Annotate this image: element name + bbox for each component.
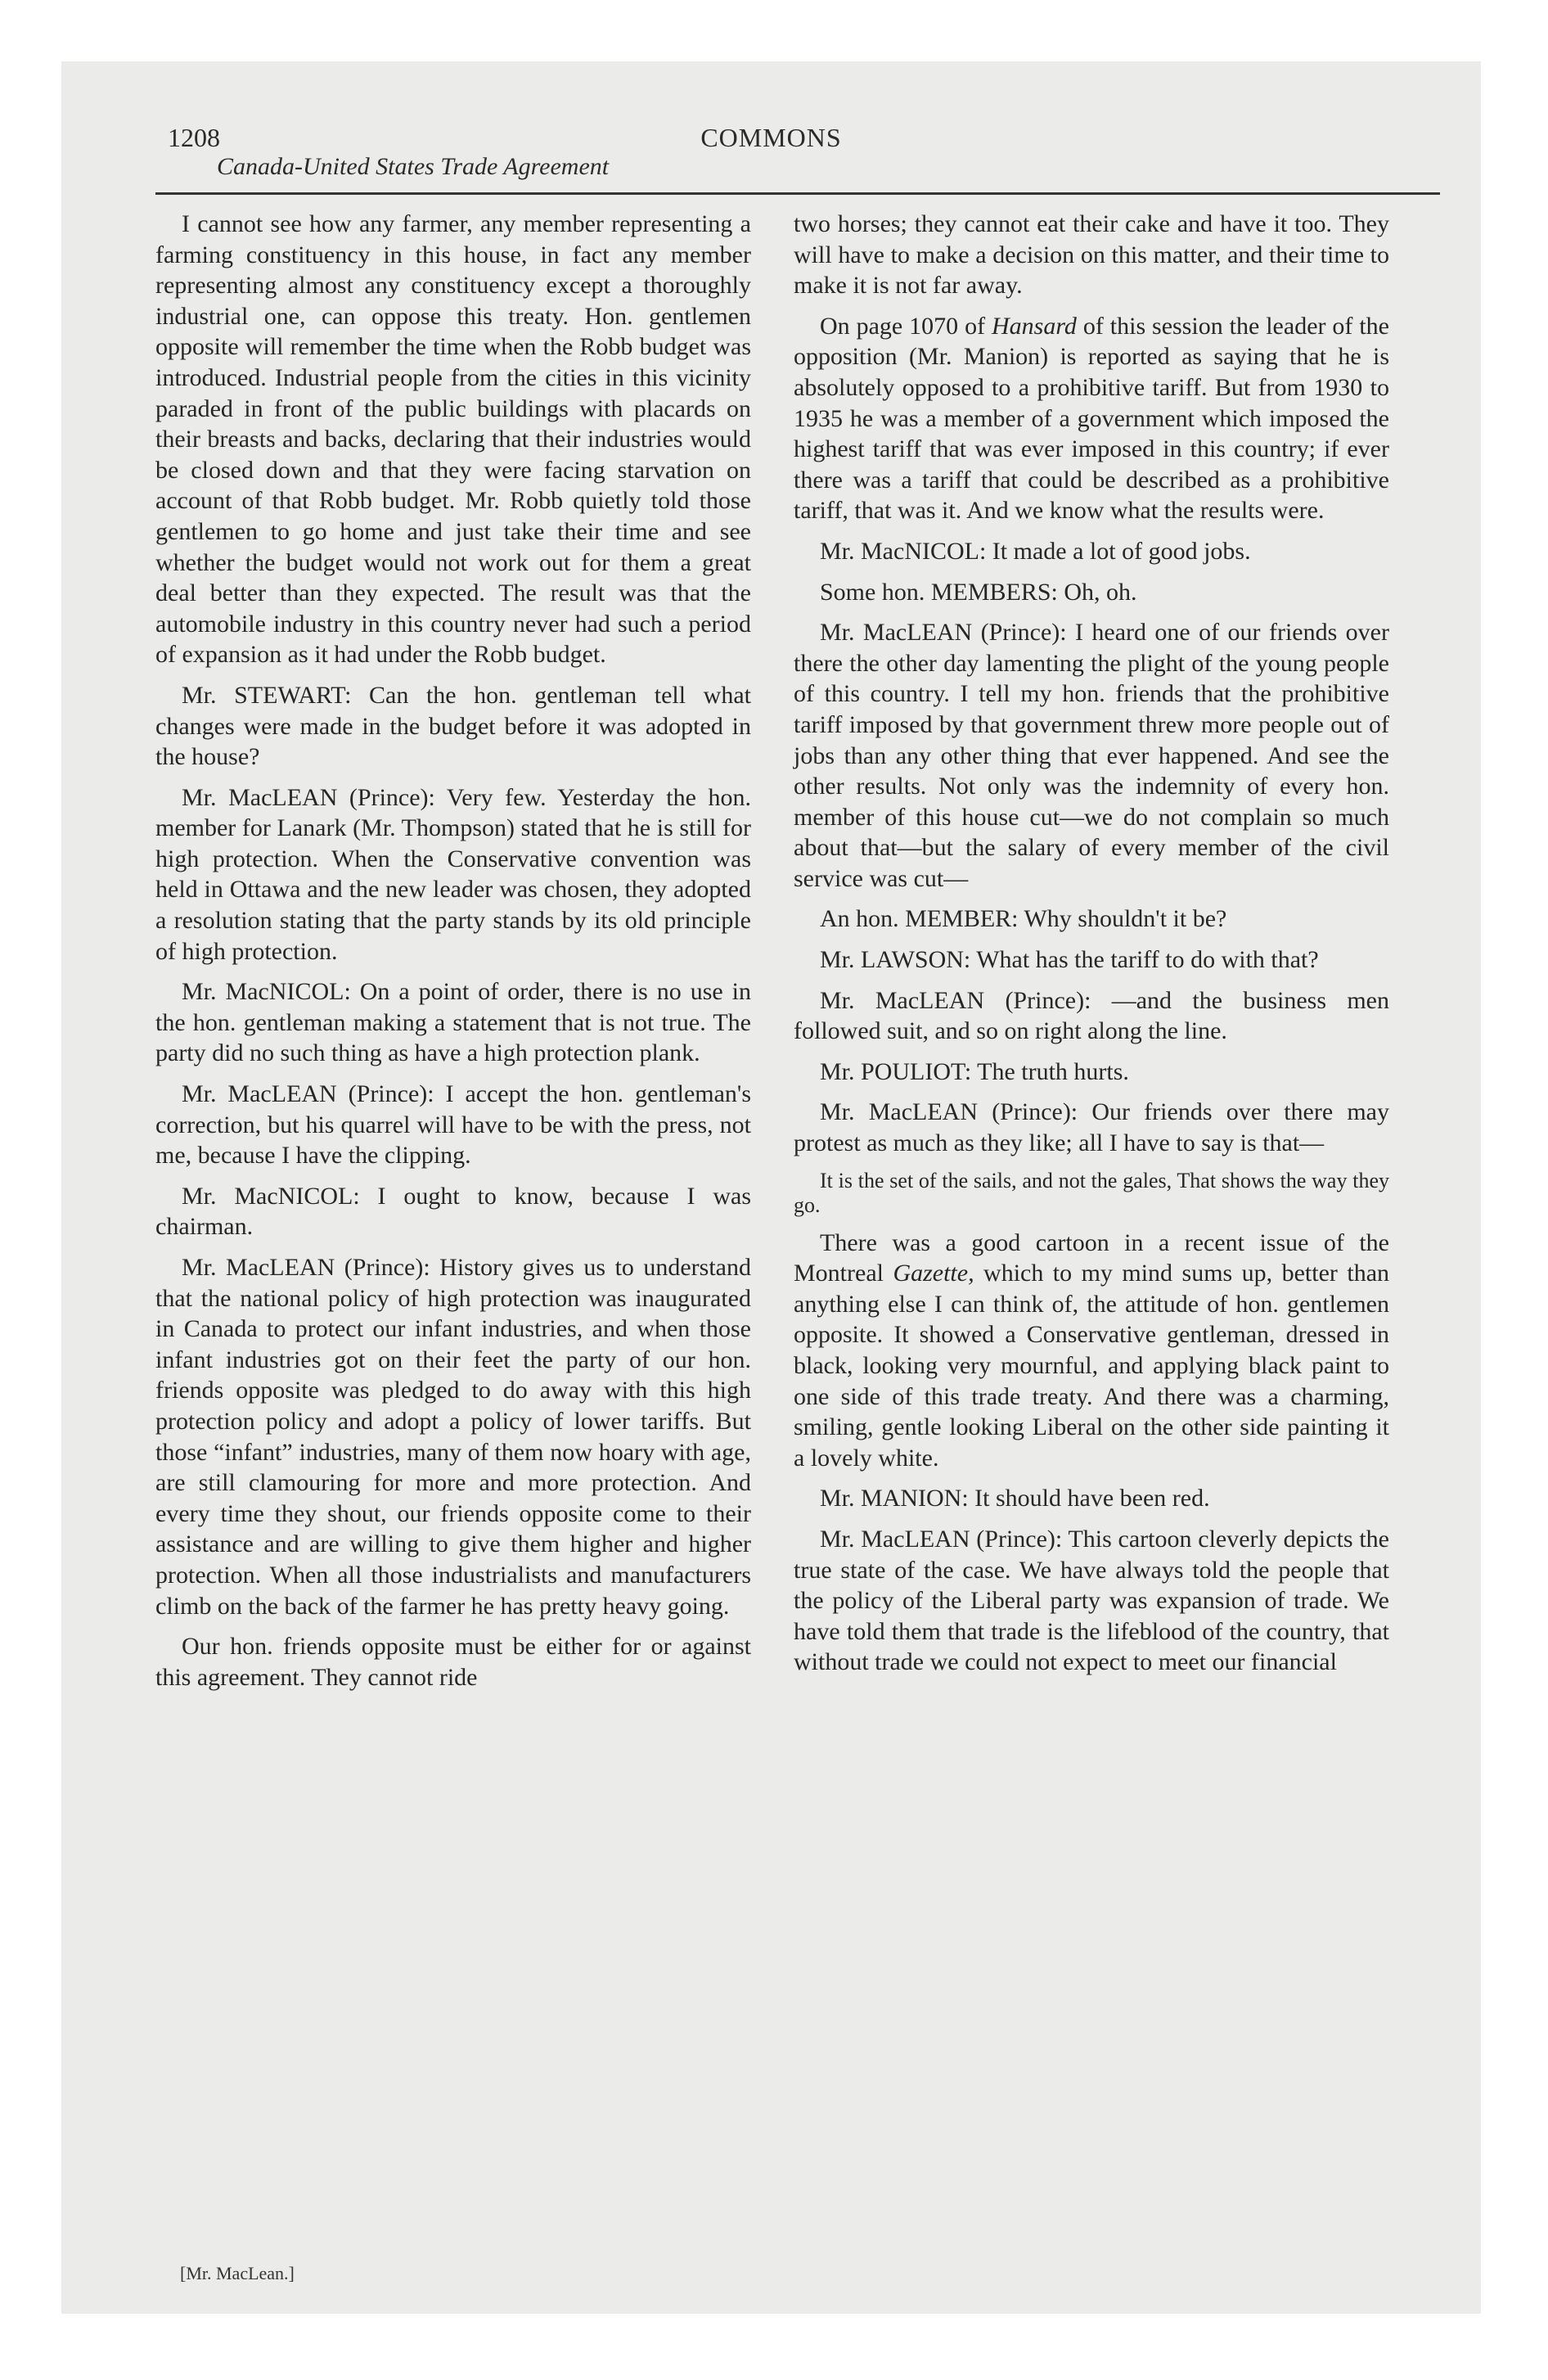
paragraph (794, 1228, 1389, 1474)
paragraph: Mr. LAWSON: What has the tariff to do with that? (820, 946, 1319, 974)
paragraph: Mr. STEWART: Can the hon. gentleman tell what changes were made in the budget before it was adopted in the house? (155, 681, 751, 771)
verse-quote: It is the set of the sails, and not the gales, That shows the way they go. (794, 1168, 1389, 1217)
italic-title: Hansard (992, 312, 1077, 340)
paragraph (794, 311, 1389, 526)
paragraph: I cannot see how any farmer, any member representing a farming constituency in this house, in fact any member representing almost any constituency except a thoroughly industrial one, can oppose this treaty. Hon. gentlemen opposite will remember the time when the Robb budget was introduced. Industrial people from the cities in this vicinity paraded in front of the public buildings with placards on their breasts and backs, declaring that their industries would be closed down and that they were facing starvation on account of that Robb budget. Mr. Robb quietly told those gentlemen to go home and just take their time and see whether the budget would not work out for them a great deal better than they expected. The result was that the automobile industry in this country never had such a period of expansion as it had under the Robb budget. (155, 210, 751, 669)
paragraph: Mr. MacLEAN (Prince): I accept the hon. gentleman's correction, but his quarrel will have to be with the press, not me, because I have the clipping. (155, 1080, 751, 1170)
paragraph: Mr. MacNICOL: It made a lot of good jobs. (820, 537, 1251, 565)
page (61, 61, 1481, 2314)
text-run: of this session the leader of the opposition (Mr. Manion) is reported as saying that he is absolutely opposed to a prohibitive tariff. But from 1930 to 1935 he was a member of a government which imposed the highest tariff that was ever imposed in this country; if ever there was a tariff that could be described as a prohibitive tariff, that was it. And we know what the results were. (794, 312, 1389, 525)
text-run: There was a good cartoon in a recent issue of the Montreal (794, 1228, 1389, 1287)
paragraph: Mr. MacLEAN (Prince): History gives us to understand that the national policy of high protection was inaugurated in Canada to protect our infant industries, and when those infant industries got on their feet the party of our hon. friends opposite was pledged to do away with this high protection policy and adopt a policy of lower tariffs. But those “infant” industries, many of them now hoary with age, are still clamouring for more and more protection. And every time they shout, our friends opposite come to their assistance and are willing to give them higher and higher protection. When all those industrialists and manufacturers climb on the back of the farmer he has pretty heavy going. (155, 1254, 751, 1620)
paragraph: Mr. MacLEAN (Prince): Very few. Yesterday the hon. member for Lanark (Mr. Thompson) stated that he is still for high protection. When the Conservative convention was held in Ottawa and the new leader was chosen, they adopted a resolution stating that the party stands by its old principle of high protection. (155, 783, 751, 965)
paragraph: Mr. MacLEAN (Prince): Our friends over there may protest as much as they like; all I have to say is that— (794, 1098, 1389, 1157)
paragraph: Mr. MacLEAN (Prince): I heard one of our friends over there the other day lamenting the plight of the young people of this country. I tell my hon. friends that the prohibitive tariff imposed by that government threw more people out of jobs than any other thing that ever happened. And see the other results. Not only was the indemnity of every hon. member of this house cut—we do not complain so much about that—but the salary of every member of the civil service was cut— (794, 619, 1389, 892)
paragraph: Mr. POULIOT: The truth hurts. (820, 1057, 1129, 1085)
right-column (794, 209, 1389, 1688)
text-run: On page 1070 of (820, 312, 992, 340)
section-subtitle: Canada-United States Trade Agreement (217, 153, 610, 180)
paragraph: Mr. MacLEAN (Prince): This cartoon cleverly depicts the true state of the case. We have always told the people that the policy of the Liberal party was expansion of trade. We have told them that trade is the lifeblood of the country, that without trade we could not expect to meet our financial (794, 1525, 1389, 1676)
paragraph: Mr. MacNICOL: I ought to know, because I was chairman. (155, 1182, 751, 1241)
header-rule (155, 192, 1440, 195)
text-run: which to my mind sums up, better than anything else I can think of, the attitude of hon. gentlemen opposite. It showed a Conservative gentleman, dressed in black, looking very mournful, and applying black paint to one side of this trade treaty. And there was a charming, smiling, gentle looking Liberal on the other side painting it a lovely white. (794, 1260, 1390, 1472)
left-column (155, 209, 751, 1702)
italic-title: Gazette, (893, 1260, 974, 1287)
paragraph: Mr. MacNICOL: On a point of order, there is no use in the hon. gentleman making a statement that is not true. The party did no such thing as have a high protection plank. (155, 978, 751, 1067)
paragraph: An hon. MEMBER: Why shouldn't it be? (820, 905, 1227, 933)
paragraph: Our hon. friends opposite must be either for or against this agreement. They cannot ride (155, 1633, 751, 1691)
paragraph: Mr. MacLEAN (Prince): —and the business men followed suit, and so on right along the line. (794, 986, 1389, 1045)
paragraph: Mr. MANION: It should have been red. (820, 1485, 1210, 1512)
speaker-footnote: [Mr. MacLean.] (180, 2263, 295, 2283)
paragraph: two horses; they cannot eat their cake and have it too. They will have to make a decision on this matter, and their time to make it is not far away. (794, 210, 1389, 300)
paragraph: Some hon. MEMBERS: Oh, oh. (820, 578, 1137, 606)
running-head: COMMONS (700, 123, 842, 152)
page-number: 1208 (168, 123, 220, 152)
